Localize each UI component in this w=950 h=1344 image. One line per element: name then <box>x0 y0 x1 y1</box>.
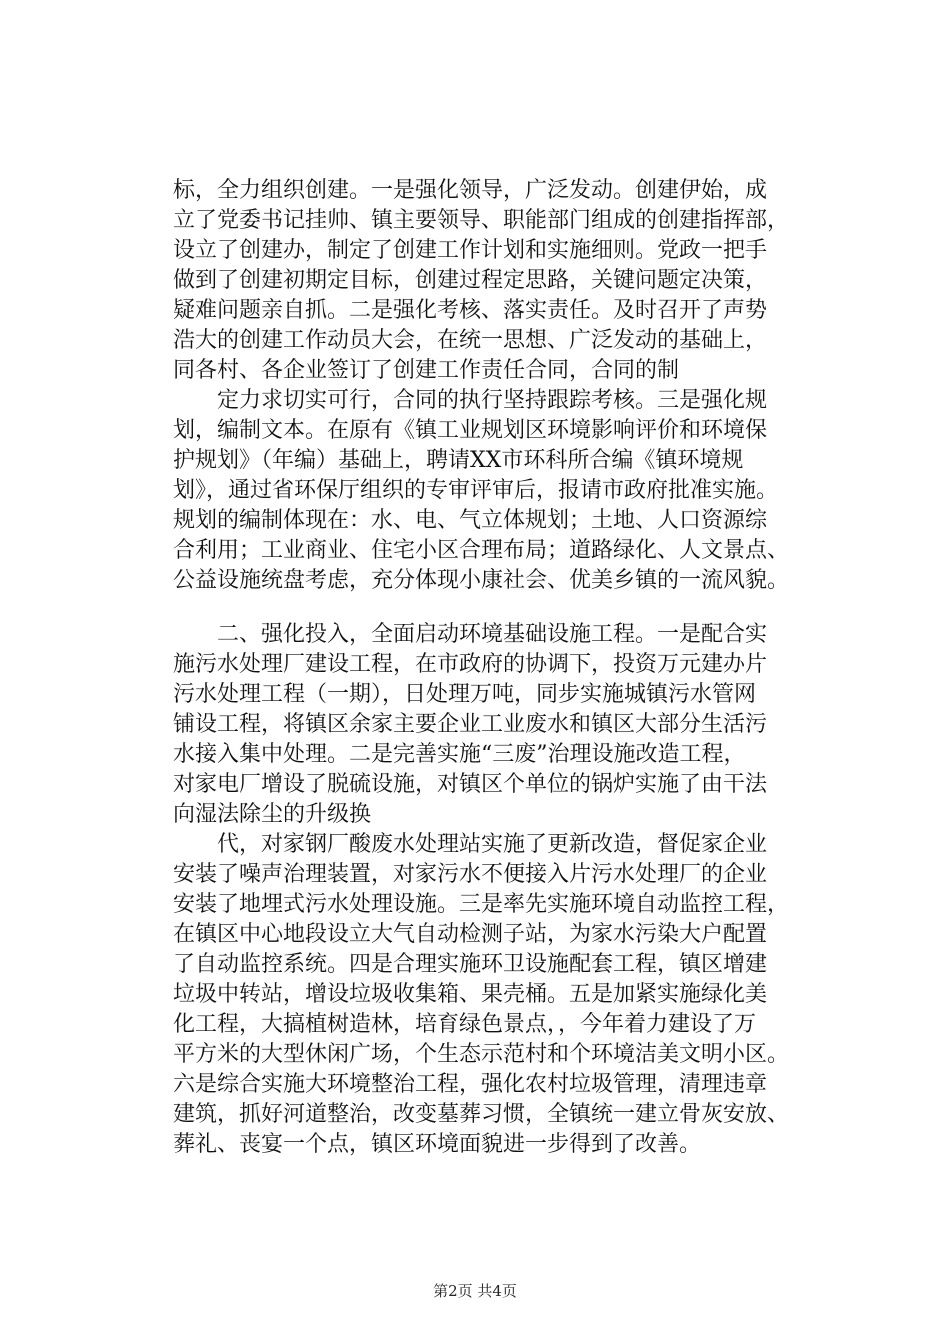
page-number-footer: 第2页 共4页 <box>433 1282 517 1300</box>
text-line: 六是综合实施大环境整治工程，强化农村垃圾管理，清理违章 <box>173 1072 768 1097</box>
text-line: 规划的编制体现在：水、电、气立体规划；土地、人口资源综 <box>173 508 768 533</box>
paragraph-3 <box>173 620 783 830</box>
text-line: 建筑，抓好河道整治，改变墓葬习惯，全镇统一建立骨灰安放、 <box>173 1102 790 1127</box>
text-line: 公益设施统盘考虑，充分体现小康社会、优美乡镇的一流风貌。 <box>173 568 790 593</box>
text-line: 葬礼、丧宴一个点，镇区环境面貌进一步得到了改善。 <box>173 1132 702 1157</box>
text-line: 污水处理工程（一期），日处理万吨，同步实施城镇污水管网 <box>173 682 757 707</box>
text-line: 向湿法除尘的升级换 <box>173 802 372 827</box>
text-line: 合利用；工业商业、住宅小区合理布局；道路绿化、人文景点、 <box>173 538 790 563</box>
text-line: 安装了噪声治理装置，对家污水不便接入片污水处理厂的企业 <box>173 862 768 887</box>
paragraph-spacer <box>173 596 783 620</box>
text-line: 设立了创建办，制定了创建工作计划和实施细则。党政一把手 <box>173 238 768 263</box>
text-line: 浩大的创建工作动员大会，在统一思想、广泛发动的基础上， <box>173 328 768 353</box>
text-line: 划》，通过省环保厅组织的专审评审后，报请市政府批准实施。 <box>173 478 779 503</box>
text-line: 立了党委书记挂帅、镇主要领导、职能部门组成的创建指挥部， <box>173 208 790 233</box>
text-line: 同各村、各企业签订了创建工作责任合同，合同的制 <box>173 358 680 383</box>
text-line: 铺设工程，将镇区余家主要企业工业废水和镇区大部分生活污 <box>173 712 768 737</box>
paragraph-4 <box>173 830 790 1160</box>
text-line: 了自动监控系统。四是合理实施环卫设施配套工程，镇区增建 <box>173 952 768 977</box>
text-line: 标，全力组织创建。一是强化领导，广泛发动。创建伊始，成 <box>173 178 768 203</box>
paragraph-2 <box>173 386 790 596</box>
text-line: 在镇区中心地段设立大气自动检测子站，为家水污染大户配置 <box>173 922 768 947</box>
text-line: 施污水处理厂建设工程，在市政府的协调下，投资万元建办片 <box>173 652 768 677</box>
text-line: 做到了创建初期定目标，创建过程定思路，关键问题定决策， <box>173 268 768 293</box>
paragraph-1 <box>173 176 790 386</box>
text-line: 对家电厂增设了脱硫设施，对镇区个单位的锅炉实施了由干法 <box>173 772 768 797</box>
text-line: 划，编制文本。在原有《镇工业规划区环境影响评价和环境保 <box>173 418 768 443</box>
text-line: 平方米的大型休闲广场，个生态示范村和个环境洁美文明小区。 <box>173 1042 790 1067</box>
document-body <box>173 176 790 1160</box>
text-line: 水接入集中处理。二是完善实施“三废”治理设施改造工程， <box>173 742 746 767</box>
text-line: 疑难问题亲自抓。二是强化考核、落实责任。及时召开了声势 <box>173 298 768 323</box>
text-line: 安装了地埋式污水处理设施。三是率先实施环境自动监控工程， <box>173 892 790 917</box>
text-line: 护规划》（年编）基础上，聘请XX市环科所合编《镇环境规 <box>173 448 744 473</box>
text-line: 代，对家钢厂酸废水处理站实施了更新改造，督促家企业 <box>173 832 768 857</box>
text-line: 垃圾中转站，增设垃圾收集箱、果壳桶。五是加紧实施绿化美 <box>173 982 768 1007</box>
text-line: 二、强化投入，全面启动环境基础设施工程。一是配合实 <box>173 622 768 647</box>
text-line: 化工程，大搞植树造林，培育绿色景点，，今年着力建设了万 <box>173 1012 757 1037</box>
text-line: 定力求切实可行，合同的执行坚持跟踪考核。三是强化规 <box>173 388 768 413</box>
